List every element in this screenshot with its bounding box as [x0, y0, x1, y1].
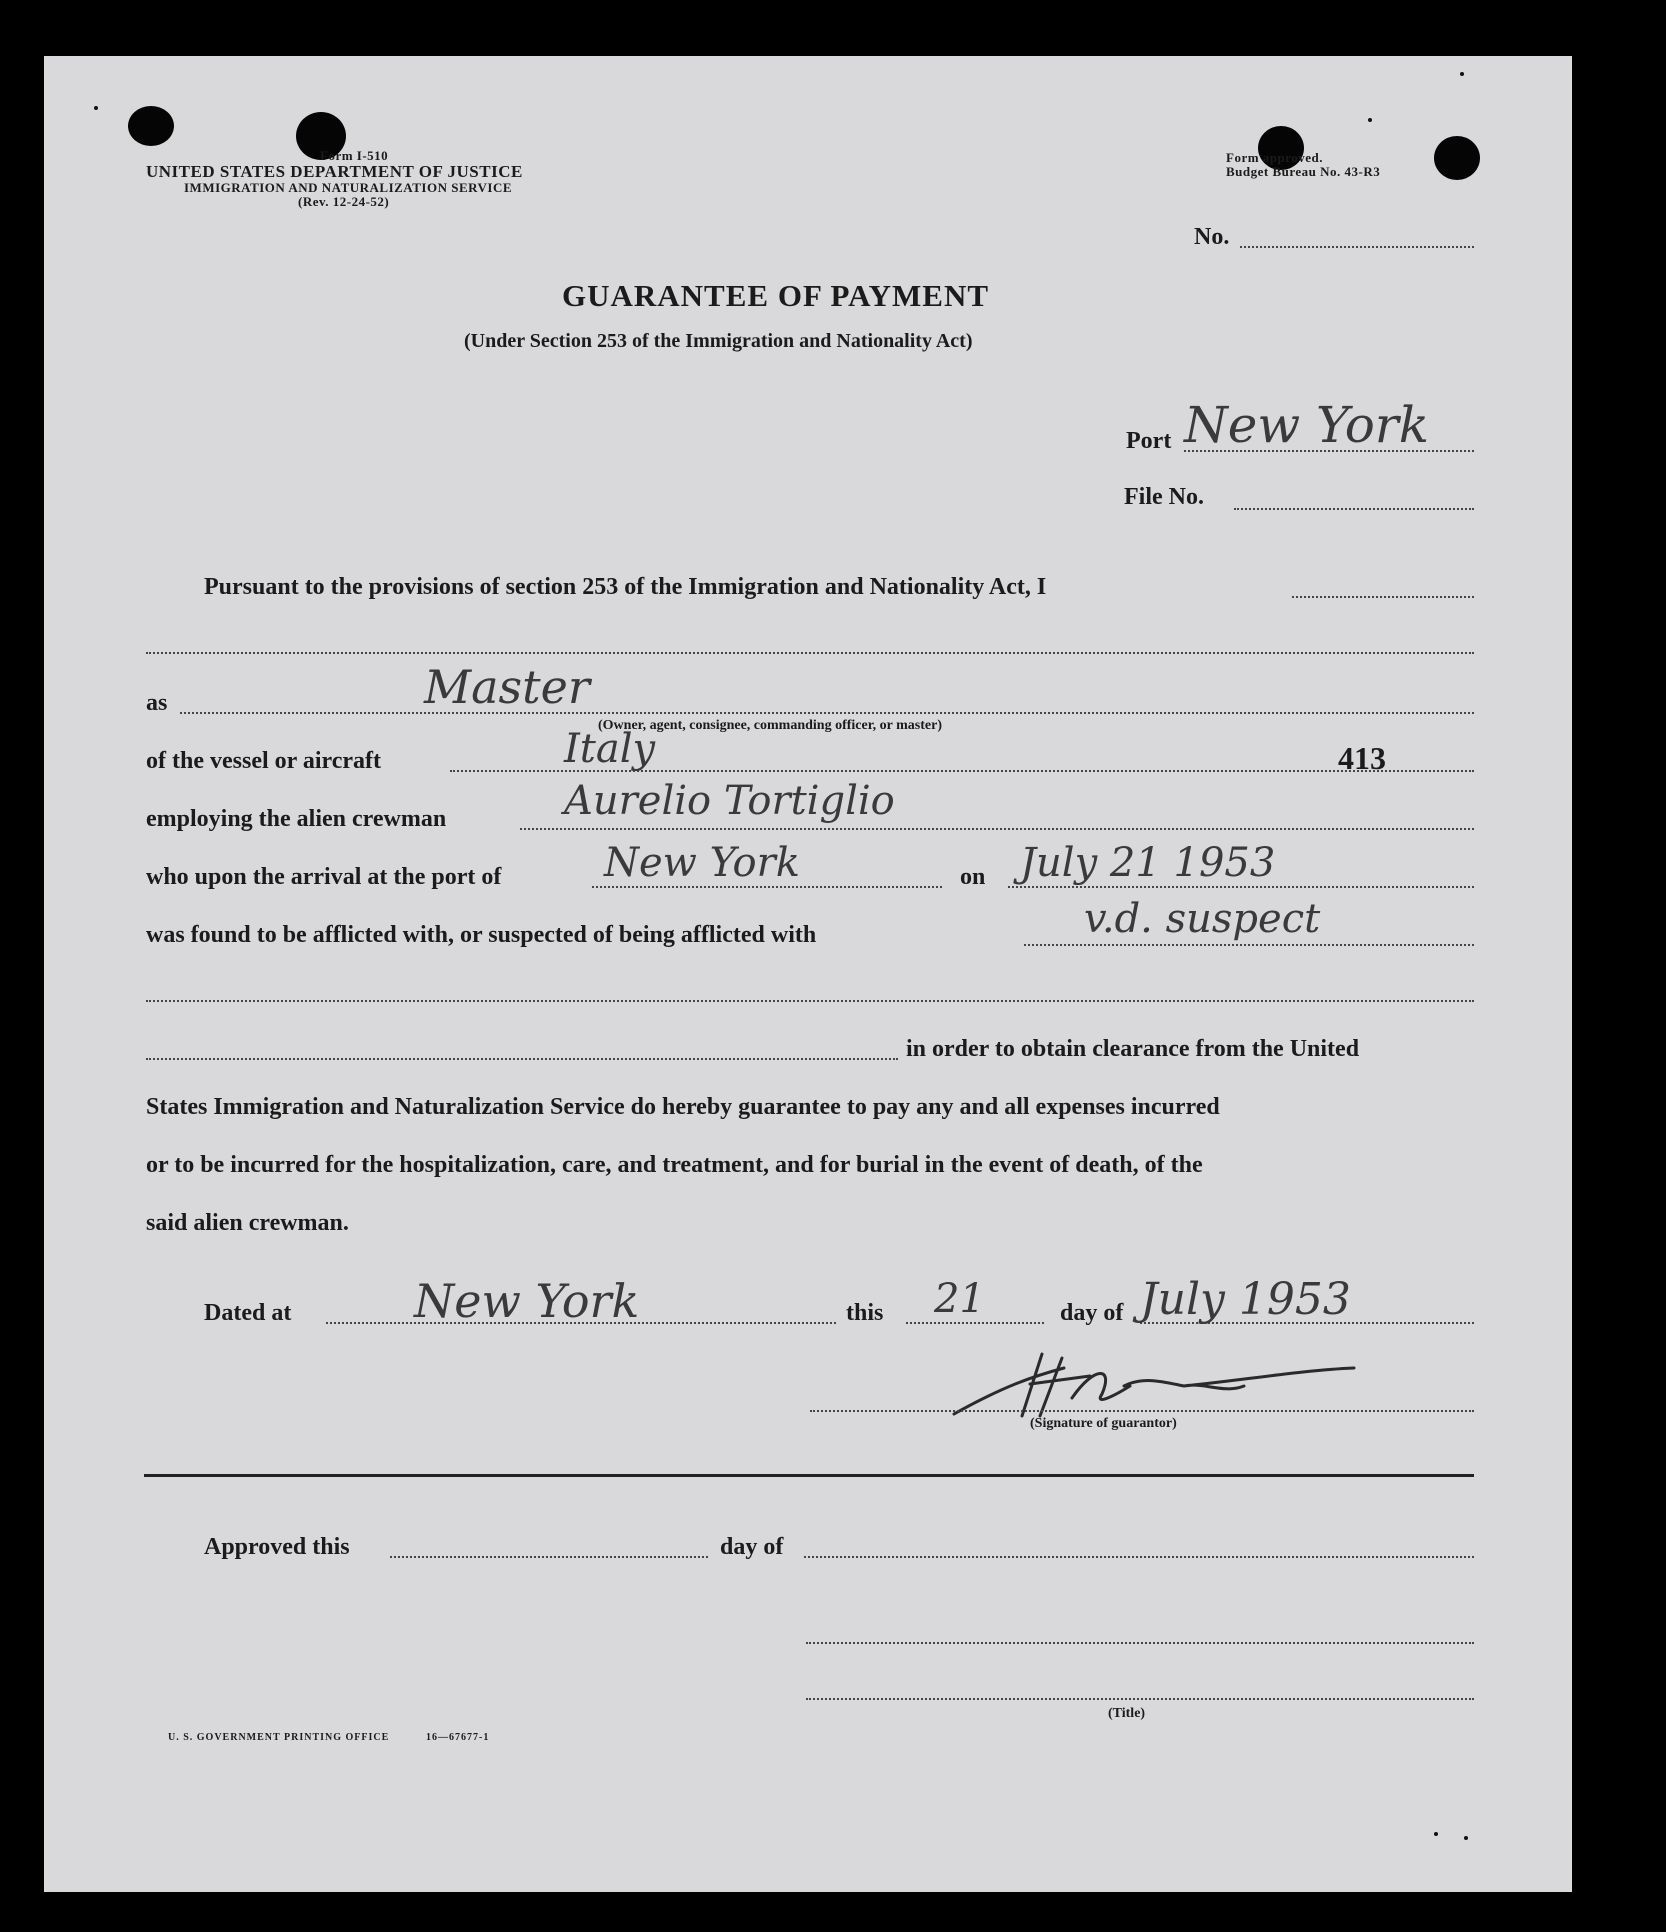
day-of-label: day of — [1060, 1300, 1124, 1326]
file-no-field[interactable] — [1234, 508, 1474, 510]
vessel-number: 413 — [1338, 740, 1386, 776]
dated-at-label: Dated at — [204, 1300, 292, 1326]
signature-field[interactable] — [810, 1410, 1474, 1412]
page-title: GUARANTEE OF PAYMENT — [562, 278, 990, 313]
afflicted-label: was found to be afflicted with, or suspected of being afflicted with — [146, 922, 817, 948]
approved-month-field[interactable] — [804, 1556, 1474, 1558]
dated-month-handwritten: July 1953 — [1140, 1274, 1351, 1325]
signature-caption: (Signature of guarantor) — [1030, 1416, 1177, 1431]
capacity-field[interactable] — [180, 712, 1474, 714]
pursuant-text: Pursuant to the provisions of section 253 of the Immigration and Nationality Act, I — [204, 574, 1047, 600]
body-line-1: States Immigration and Naturalization Service do hereby guarantee to pay any and all expenses incurred — [146, 1094, 1220, 1120]
dated-place-handwritten: New York — [414, 1274, 640, 1328]
page-subtitle: (Under Section 253 of the Immigration and Nationality Act) — [464, 330, 973, 352]
afflicted-field[interactable] — [1024, 944, 1474, 946]
arrival-on-label: on — [960, 864, 986, 890]
port-handwritten: New York — [1184, 396, 1429, 454]
as-label: as — [146, 690, 168, 716]
speck — [1368, 118, 1372, 122]
guarantor-name-field-2[interactable] — [146, 652, 1474, 654]
approver-signature-field[interactable] — [806, 1642, 1474, 1644]
clearance-text: in order to obtain clearance from the United — [906, 1036, 1360, 1062]
approved-label: Approved this — [204, 1534, 350, 1560]
punch-hole — [1434, 136, 1480, 180]
department-name: UNITED STATES DEPARTMENT OF JUSTICE — [146, 162, 523, 181]
budget-bureau-number: Budget Bureau No. 43-R3 — [1226, 164, 1381, 179]
speck — [1464, 1836, 1468, 1840]
service-name: IMMIGRATION AND NATURALIZATION SERVICE — [184, 180, 513, 195]
crewman-field[interactable] — [520, 828, 1474, 830]
form-number: Form I-510 — [320, 148, 389, 163]
form-page — [44, 56, 1572, 1892]
speck — [1434, 1832, 1438, 1836]
printer-code: 16—67677-1 — [426, 1732, 490, 1743]
punch-hole — [128, 106, 174, 146]
crewman-handwritten: Aurelio Tortiglio — [564, 778, 895, 824]
title-caption: (Title) — [1108, 1706, 1146, 1721]
printer-name: U. S. GOVERNMENT PRINTING OFFICE — [168, 1732, 390, 1743]
arrival-label: who upon the arrival at the port of — [146, 864, 502, 890]
body-line-3: said alien crewman. — [146, 1210, 349, 1236]
guarantor-signature — [944, 1346, 1444, 1436]
arrival-port-field[interactable] — [592, 886, 942, 888]
capacity-caption: (Owner, agent, consignee, commanding officer, or master) — [598, 718, 942, 733]
dated-day-field[interactable] — [906, 1322, 1044, 1324]
revision-date: (Rev. 12-24-52) — [298, 194, 390, 209]
this-label: this — [846, 1300, 884, 1326]
arrival-date-field[interactable] — [1008, 886, 1474, 888]
crewman-label: employing the alien crewman — [146, 806, 447, 832]
afflicted-handwritten: v.d. suspect — [1084, 896, 1321, 942]
guarantor-name-field[interactable] — [1292, 596, 1474, 598]
no-field[interactable] — [1240, 246, 1474, 248]
arrival-date-handwritten: July 21 1953 — [1020, 840, 1276, 886]
dated-day-handwritten: 21 — [934, 1276, 985, 1322]
body-line-2: or to be incurred for the hospitalization, care, and treatment, and for burial in the event of death, of the — [146, 1152, 1203, 1178]
afflicted-field-3[interactable] — [146, 1058, 898, 1060]
approved-day-field[interactable] — [390, 1556, 708, 1558]
afflicted-field-2[interactable] — [146, 1000, 1474, 1002]
section-divider — [144, 1474, 1474, 1477]
vessel-handwritten: Italy — [564, 726, 656, 772]
port-label: Port — [1126, 428, 1172, 454]
capacity-handwritten: Master — [424, 660, 590, 714]
file-no-label: File No. — [1124, 484, 1204, 510]
no-label: No. — [1194, 224, 1230, 250]
form-approved: Form approved. — [1226, 150, 1324, 165]
approved-day-of-label: day of — [720, 1534, 784, 1560]
speck — [1460, 72, 1464, 76]
vessel-label: of the vessel or aircraft — [146, 748, 382, 774]
arrival-port-handwritten: New York — [604, 840, 800, 886]
approver-title-field[interactable] — [806, 1698, 1474, 1700]
speck — [94, 106, 98, 110]
